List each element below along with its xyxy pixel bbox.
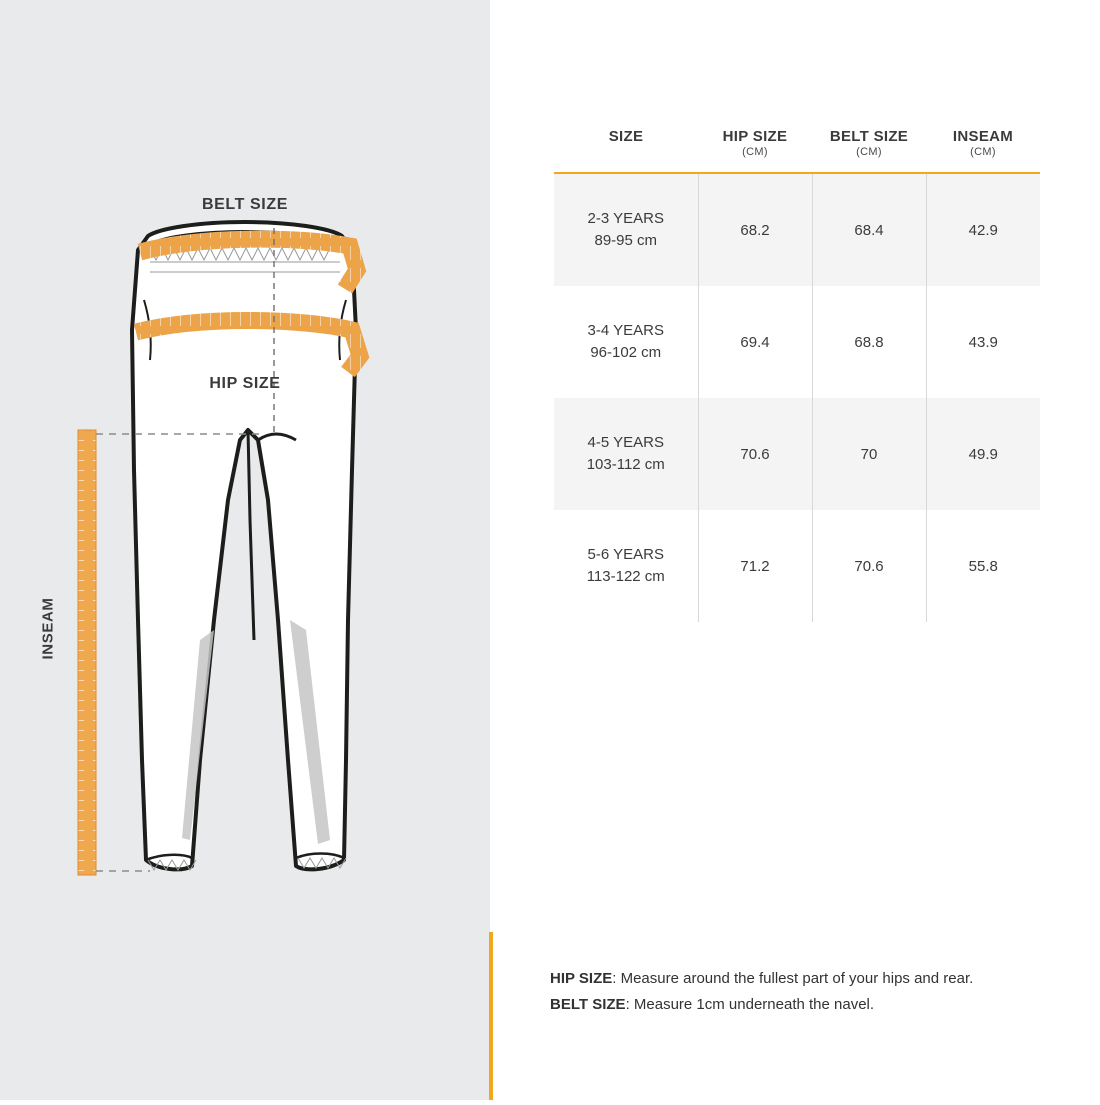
cell-hip: 69.4 [698, 286, 812, 398]
size-height: 89-95 cm [594, 232, 658, 249]
inseam-callout: INSEAM [39, 597, 57, 660]
cell-inseam: 42.9 [926, 173, 1040, 286]
cell-hip: 71.2 [698, 510, 812, 622]
cell-size [554, 173, 698, 286]
trousers-drawing-svg [0, 0, 490, 1100]
cell-belt: 68.8 [812, 286, 926, 398]
cell-hip: 70.6 [698, 398, 812, 510]
cell-size [554, 398, 698, 510]
table-row [554, 173, 1040, 286]
column-header-hip-size: HIP SIZE (CM) [698, 128, 812, 173]
note-belt-size [550, 992, 1090, 1018]
size-height: 113-122 cm [586, 568, 665, 585]
table-row [554, 286, 1040, 398]
size-height: 96-102 cm [590, 344, 662, 361]
size-age: 5-6 YEARS [587, 546, 664, 564]
note-term-belt: BELT SIZE [550, 996, 626, 1014]
table-row [554, 510, 1040, 622]
column-unit-inseam: (CM) [970, 146, 996, 158]
accent-bar [489, 932, 493, 1100]
cell-inseam: 49.9 [926, 398, 1040, 510]
cell-belt: 68.4 [812, 173, 926, 286]
cell-inseam: 43.9 [968, 333, 998, 351]
note-hip-size [550, 966, 1090, 992]
note-term-hip: HIP SIZE [550, 970, 613, 987]
trousers-illustration [0, 0, 490, 1100]
belt-size-callout: BELT SIZE [202, 196, 288, 213]
measurement-notes [550, 966, 1090, 1019]
size-age: 2-3 YEARS [587, 210, 664, 228]
column-header-belt-size: BELT SIZE (CM) [812, 128, 926, 173]
note-text-belt: : Measure 1cm underneath the navel. [625, 996, 875, 1014]
cell-belt: 70 [812, 398, 926, 510]
cell-size [554, 510, 698, 622]
size-height: 103-112 cm [586, 456, 665, 473]
note-text-hip: : Measure around the fullest part of your hips and rear. [612, 970, 974, 987]
table-row [554, 398, 1040, 510]
cell-belt: 70.6 [812, 510, 926, 622]
cell-hip: 68.2 [698, 173, 812, 286]
column-header-inseam: INSEAM (CM) [926, 128, 1040, 173]
size-table-panel [494, 0, 1100, 1100]
table-header-row [554, 128, 1040, 173]
column-unit-hip: (CM) [742, 146, 768, 158]
cell-inseam: 55.8 [968, 557, 998, 575]
column-header-size: SIZE [608, 128, 644, 145]
size-chart-table [554, 128, 1040, 622]
size-age: 4-5 YEARS [587, 434, 664, 452]
size-age: 3-4 YEARS [587, 322, 664, 340]
cell-size [554, 286, 698, 398]
column-unit-belt: (CM) [856, 146, 882, 158]
illustration-panel [0, 0, 490, 1100]
hip-size-callout: HIP SIZE [209, 375, 281, 392]
